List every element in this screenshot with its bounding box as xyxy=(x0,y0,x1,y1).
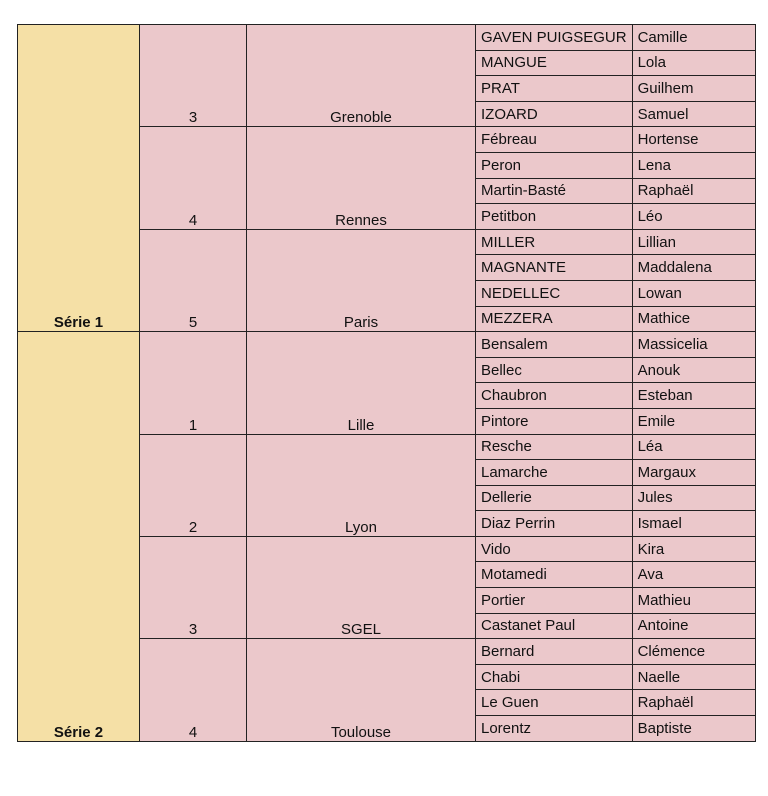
group-number: 3 xyxy=(140,536,247,638)
group-city: Toulouse xyxy=(247,639,476,741)
member-last-name: IZOARD xyxy=(476,101,633,127)
member-first-name: Raphaël xyxy=(632,178,755,204)
group-number: 3 xyxy=(140,25,247,127)
member-last-name: Chabi xyxy=(476,664,633,690)
member-last-name: Le Guen xyxy=(476,690,633,716)
member-last-name: Dellerie xyxy=(476,485,633,511)
member-first-name: Camille xyxy=(632,25,755,51)
group-number: 4 xyxy=(140,127,247,229)
group-city: Grenoble xyxy=(247,25,476,127)
member-first-name: Massicelia xyxy=(632,332,755,358)
member-last-name: Petitbon xyxy=(476,204,633,230)
member-first-name: Esteban xyxy=(632,383,755,409)
group-number: 1 xyxy=(140,332,247,434)
member-first-name: Anouk xyxy=(632,357,755,383)
member-last-name: Martin-Basté xyxy=(476,178,633,204)
member-first-name: Raphaël xyxy=(632,690,755,716)
group-city: Lille xyxy=(247,332,476,434)
member-first-name: Antoine xyxy=(632,613,755,639)
member-first-name: Margaux xyxy=(632,460,755,486)
member-first-name: Clémence xyxy=(632,639,755,665)
group-number: 5 xyxy=(140,229,247,331)
member-last-name: Bellec xyxy=(476,357,633,383)
member-last-name: MILLER xyxy=(476,229,633,255)
member-last-name: Portier xyxy=(476,588,633,614)
group-city: Lyon xyxy=(247,434,476,536)
group-city: Rennes xyxy=(247,127,476,229)
member-last-name: Resche xyxy=(476,434,633,460)
member-first-name: Lola xyxy=(632,50,755,76)
member-last-name: Bernard xyxy=(476,639,633,665)
table-row xyxy=(18,332,756,358)
member-last-name: Lamarche xyxy=(476,460,633,486)
member-last-name: Fébreau xyxy=(476,127,633,153)
member-first-name: Guilhem xyxy=(632,76,755,102)
member-first-name: Naelle xyxy=(632,664,755,690)
member-last-name: Pintore xyxy=(476,408,633,434)
member-first-name: Mathice xyxy=(632,306,755,332)
member-first-name: Lena xyxy=(632,152,755,178)
member-last-name: MEZZERA xyxy=(476,306,633,332)
member-last-name: Peron xyxy=(476,152,633,178)
member-first-name: Mathieu xyxy=(632,588,755,614)
member-first-name: Samuel xyxy=(632,101,755,127)
member-first-name: Kira xyxy=(632,536,755,562)
member-first-name: Hortense xyxy=(632,127,755,153)
member-last-name: PRAT xyxy=(476,76,633,102)
member-last-name: Bensalem xyxy=(476,332,633,358)
member-last-name: Castanet Paul xyxy=(476,613,633,639)
member-first-name: Ismael xyxy=(632,511,755,537)
member-first-name: Emile xyxy=(632,408,755,434)
participants-table-body xyxy=(18,25,756,742)
member-last-name: Vido xyxy=(476,536,633,562)
participants-table xyxy=(17,24,756,742)
member-first-name: Baptiste xyxy=(632,716,755,742)
member-first-name: Lowan xyxy=(632,280,755,306)
serie-label: Série 1 xyxy=(18,25,140,332)
member-last-name: Diaz Perrin xyxy=(476,511,633,537)
member-last-name: GAVEN PUIGSEGUR xyxy=(476,25,633,51)
group-number: 4 xyxy=(140,639,247,741)
member-first-name: Léo xyxy=(632,204,755,230)
group-city: Paris xyxy=(247,229,476,331)
member-first-name: Jules xyxy=(632,485,755,511)
member-first-name: Lillian xyxy=(632,229,755,255)
member-last-name: MAGNANTE xyxy=(476,255,633,281)
member-first-name: Maddalena xyxy=(632,255,755,281)
member-last-name: Motamedi xyxy=(476,562,633,588)
member-last-name: Lorentz xyxy=(476,716,633,742)
group-city: SGEL xyxy=(247,536,476,638)
serie-label: Série 2 xyxy=(18,332,140,742)
member-last-name: NEDELLEC xyxy=(476,280,633,306)
group-number: 2 xyxy=(140,434,247,536)
member-last-name: MANGUE xyxy=(476,50,633,76)
member-first-name: Léa xyxy=(632,434,755,460)
member-last-name: Chaubron xyxy=(476,383,633,409)
member-first-name: Ava xyxy=(632,562,755,588)
table-row xyxy=(18,25,756,51)
